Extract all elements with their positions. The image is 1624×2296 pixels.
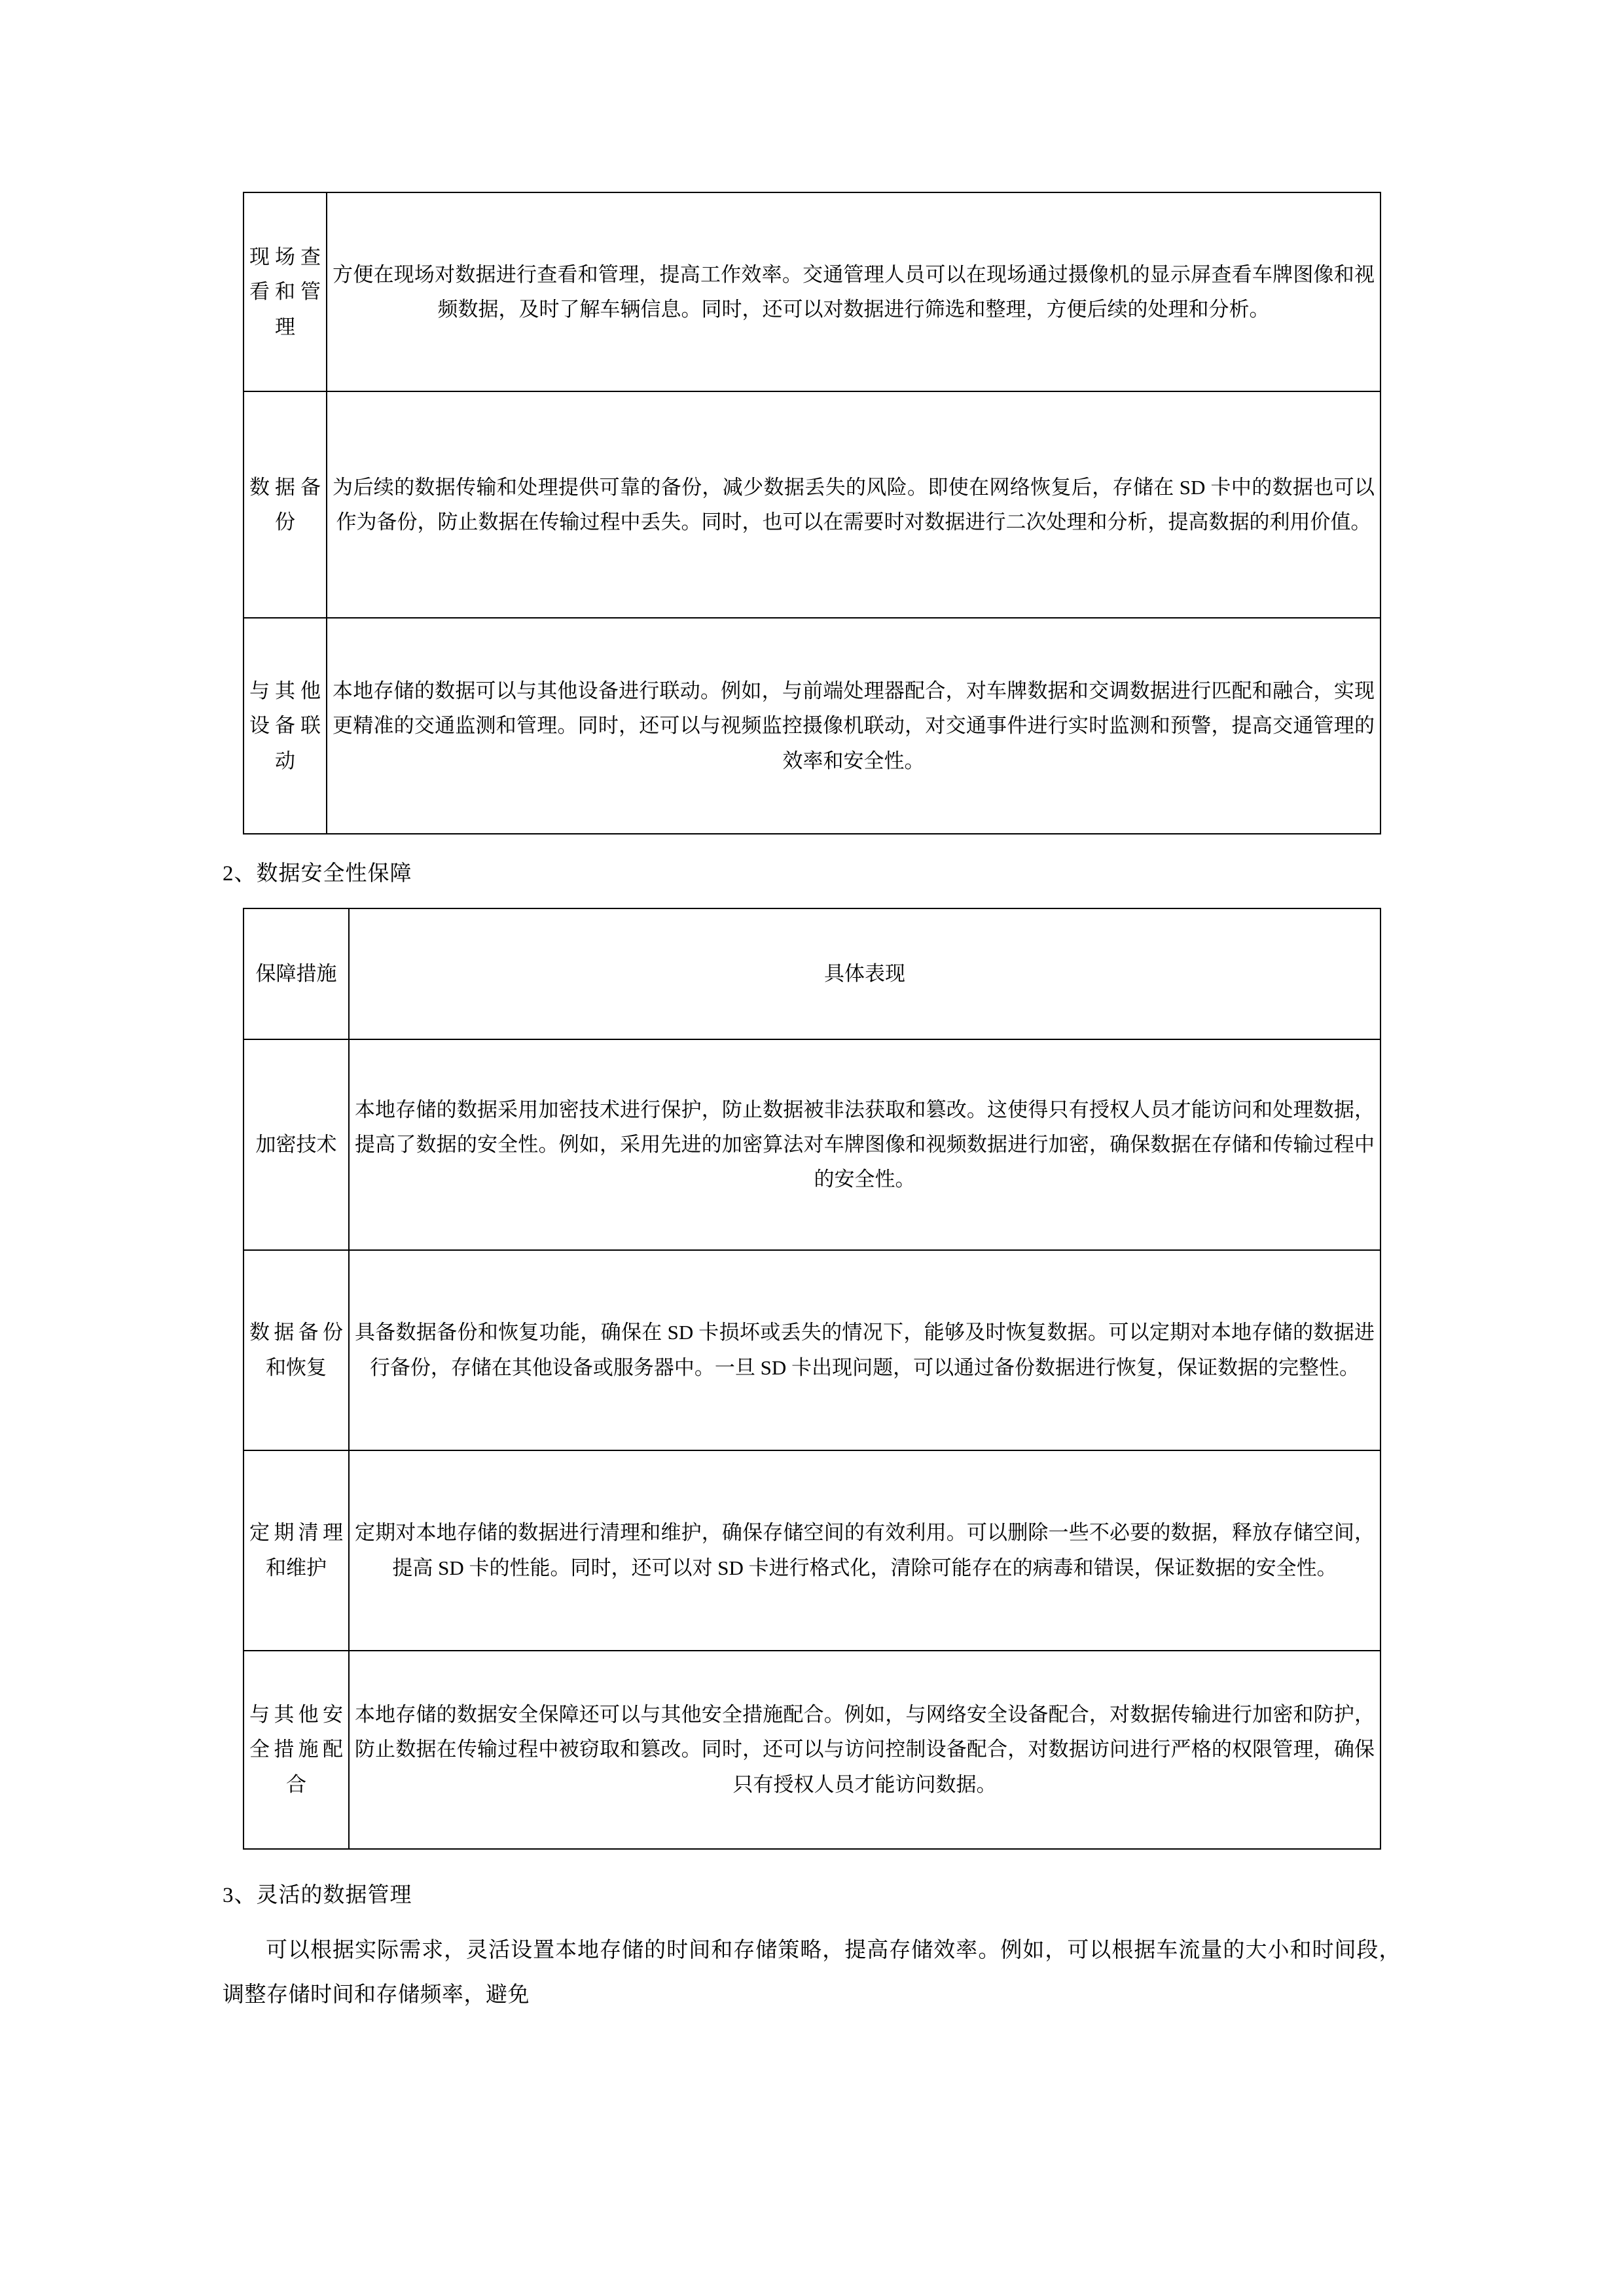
section-heading-2: 2、数据安全性保障: [223, 862, 412, 886]
table-cell-label: 与其他设备联动: [244, 618, 327, 834]
table-cell-label: 与其他安全措施配合: [244, 1651, 349, 1849]
table-cell-label: 数据备份: [244, 391, 327, 618]
table-cell-body: 为后续的数据传输和处理提供可靠的备份，减少数据丢失的风险。即使在网络恢复后，存储在 SD 卡中的数据也可以作为备份，防止数据在传输过程中丢失。同时，也可以在需要时对数据进行二次处理和分析，提高数据的利用价值。: [327, 391, 1380, 618]
table-cell-label: 现场查看和管理: [244, 192, 327, 391]
table-cell-label: 加密技术: [244, 1039, 349, 1250]
table-header-detail: 具体表现: [349, 908, 1380, 1039]
table-row: [244, 391, 1380, 618]
table-row: [244, 1250, 1380, 1450]
table-row: [244, 1651, 1380, 1849]
local-storage-benefits-table: [243, 192, 1381, 834]
table-header-row: [244, 908, 1380, 1039]
table-row: [244, 1450, 1380, 1651]
table-cell-body: 具备数据备份和恢复功能，确保在 SD 卡损坏或丢失的情况下，能够及时恢复数据。可以定期对本地存储的数据进行备份，存储在其他设备或服务器中。一旦 SD 卡出现问题，可以通过备份数据进行恢复，保证数据的完整性。: [349, 1250, 1380, 1450]
table-cell-body: 本地存储的数据采用加密技术进行保护，防止数据被非法获取和篡改。这使得只有授权人员才能访问和处理数据，提高了数据的安全性。例如，采用先进的加密算法对车牌图像和视频数据进行加密，确保数据在存储和传输过程中的安全性。: [349, 1039, 1380, 1250]
table-cell-body: 方便在现场对数据进行查看和管理，提高工作效率。交通管理人员可以在现场通过摄像机的显示屏查看车牌图像和视频数据，及时了解车辆信息。同时，还可以对数据进行筛选和整理，方便后续的处理和分析。: [327, 192, 1380, 391]
table-row: [244, 618, 1380, 834]
table-row: [244, 192, 1380, 391]
table-cell-body: 定期对本地存储的数据进行清理和维护，确保存储空间的有效利用。可以删除一些不必要的数据，释放存储空间，提高 SD 卡的性能。同时，还可以对 SD 卡进行格式化，清除可能存在的病毒和错误，保证数据的安全性。: [349, 1450, 1380, 1651]
data-security-measures-table: [243, 908, 1381, 1850]
spacer: [223, 1912, 1401, 1929]
top-margin-spacer: [223, 0, 1401, 192]
table-cell-body: 本地存储的数据安全保障还可以与其他安全措施配合。例如，与网络安全设备配合，对数据传输进行加密和防护，防止数据在传输过程中被窃取和篡改。同时，还可以与访问控制设备配合，对数据访问进行严格的权限管理，确保只有授权人员才能访问数据。: [349, 1651, 1380, 1849]
page-content: [223, 0, 1401, 2017]
spacer: [223, 1850, 1401, 1880]
table-cell-body: 本地存储的数据可以与其他设备进行联动。例如，与前端处理器配合，对车牌数据和交调数据进行匹配和融合，实现更精准的交通监测和管理。同时，还可以与视频监控摄像机联动，对交通事件进行实时监测和预警，提高交通管理的效率和安全性。: [327, 618, 1380, 834]
closing-paragraph: 可以根据实际需求，灵活设置本地存储的时间和存储策略，提高存储效率。例如，可以根据车流量的大小和时间段，调整存储时间和存储频率，避免: [223, 1939, 1401, 2007]
table-row: [244, 1039, 1380, 1250]
spacer: [223, 834, 1401, 858]
table-cell-label: 数据备份和恢复: [244, 1250, 349, 1450]
section-heading-3: 3、灵活的数据管理: [223, 1883, 412, 1907]
table-header-measure: 保障措施: [244, 908, 349, 1039]
spacer: [223, 891, 1401, 908]
table-cell-label: 定期清理和维护: [244, 1450, 349, 1651]
